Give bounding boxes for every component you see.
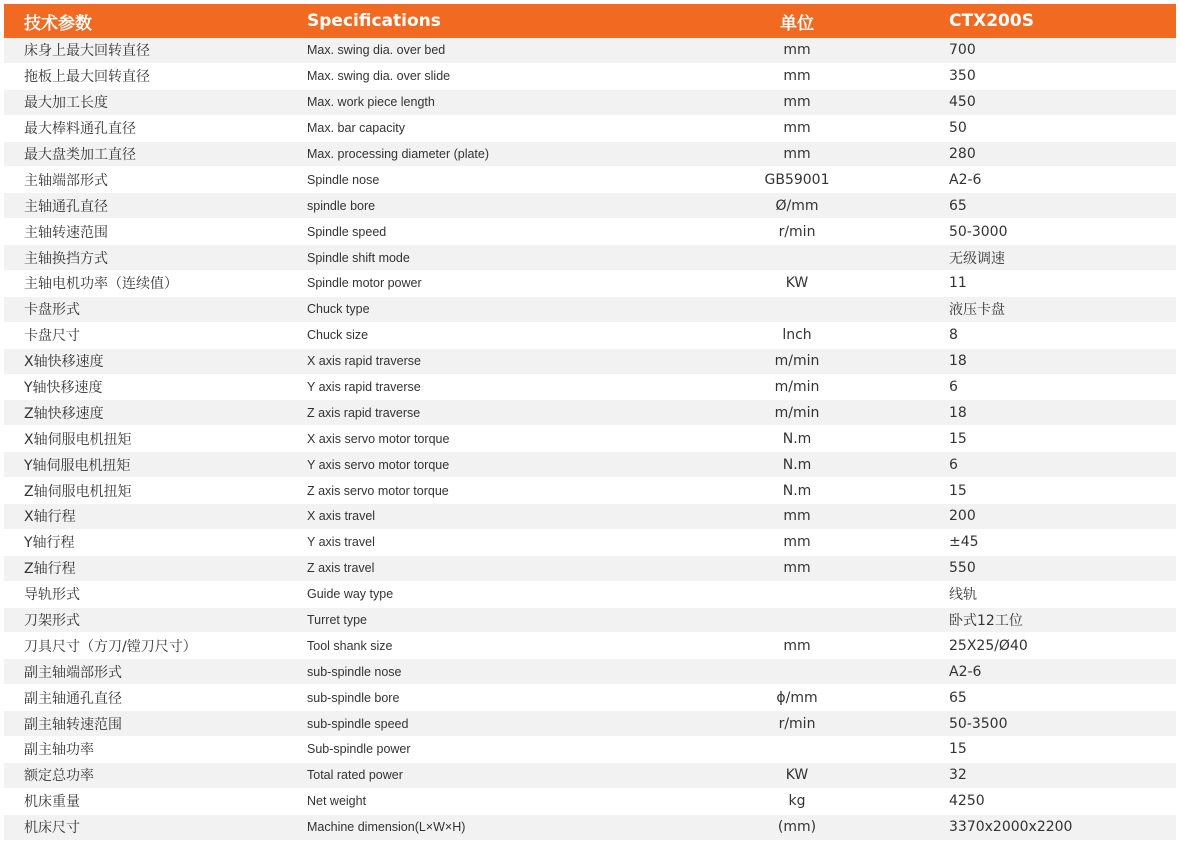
table-row	[4, 556, 1176, 582]
table-row	[4, 633, 1176, 659]
spec-name-cn: 主轴转速范围	[24, 224, 108, 241]
spec-unit: GB59001	[764, 171, 830, 188]
table-row	[4, 271, 1176, 297]
spec-name-en: X axis rapid traverse	[307, 354, 421, 369]
table-row	[4, 789, 1176, 815]
spec-unit: kg	[788, 793, 806, 810]
spec-unit: mm	[783, 146, 811, 162]
spec-table	[4, 4, 1176, 841]
spec-unit: lnch	[782, 327, 812, 344]
spec-name-cn: 机床重量	[24, 794, 80, 811]
spec-value: 280	[949, 146, 976, 162]
spec-unit: m/min	[774, 379, 820, 396]
spec-name-en: sub-spindle speed	[307, 716, 409, 731]
spec-name-cn: 导轨形式	[24, 587, 80, 604]
spec-name-cn: X轴快移速度	[24, 354, 104, 371]
spec-name-en: Chuck type	[307, 302, 370, 317]
spec-name-en: Max. processing diameter (plate)	[307, 147, 490, 161]
spec-name-cn: 最大加工长度	[24, 95, 108, 112]
table-row	[4, 142, 1176, 168]
spec-value: 50-3500	[949, 715, 1008, 732]
spec-value: 18	[949, 353, 967, 370]
spec-name-cn: 主轴电机功率（连续值）	[24, 276, 178, 293]
spec-name-en: Y axis travel	[307, 535, 375, 550]
spec-name-en: Max. bar capacity	[307, 121, 405, 136]
table-row	[4, 219, 1176, 245]
spec-name-cn: 床身上最大回转直径	[24, 43, 150, 60]
spec-unit: N.m	[782, 430, 812, 447]
spec-unit: KW	[785, 767, 809, 784]
spec-unit: mm	[783, 534, 811, 551]
spec-value: 15	[949, 430, 967, 447]
spec-name-cn: X轴行程	[24, 509, 76, 526]
table-row	[4, 245, 1176, 271]
spec-name-en: Guide way type	[307, 587, 394, 602]
spec-unit: mm	[783, 120, 811, 137]
header-model: CTX200S	[949, 11, 1034, 31]
table-row	[4, 582, 1176, 608]
spec-name-cn: Y轴快移速度	[24, 380, 103, 397]
table-row	[4, 763, 1176, 789]
table-row	[4, 167, 1176, 193]
spec-name-en: Spindle motor power	[307, 276, 422, 291]
spec-name-en: Chuck size	[307, 328, 369, 343]
spec-name-cn: Z轴伺服电机扭矩	[24, 483, 132, 500]
spec-unit: Ø/mm	[775, 197, 819, 214]
spec-name-en: Spindle speed	[307, 224, 387, 239]
spec-value: 15	[949, 482, 967, 499]
spec-name-cn: 卡盘形式	[24, 302, 80, 319]
spec-unit: N.m	[782, 482, 812, 499]
header-tech-params: 技术参数	[24, 13, 92, 34]
table-row	[4, 452, 1176, 478]
table-row	[4, 737, 1176, 763]
spec-unit: m/min	[774, 353, 820, 370]
table-row	[4, 193, 1176, 219]
spec-unit: (mm)	[777, 819, 817, 836]
spec-value: 18	[949, 404, 967, 421]
spec-name-en: Y axis servo motor torque	[307, 457, 450, 472]
spec-unit: KW	[785, 275, 809, 292]
spec-name-cn: 最大盘类加工直径	[24, 147, 136, 163]
spec-value: ±45	[949, 534, 979, 551]
spec-value: 65	[949, 689, 967, 706]
spec-value: 11	[949, 275, 967, 292]
spec-name-cn: 副主轴功率	[24, 742, 94, 759]
spec-name-en: Z axis rapid traverse	[307, 405, 421, 420]
spec-name-cn: 刀具尺寸（方刀/镗刀尺寸）	[24, 638, 197, 655]
table-row	[4, 815, 1176, 841]
spec-unit: ϕ/mm	[776, 689, 818, 706]
spec-value: 450	[949, 94, 976, 111]
spec-value: 15	[949, 741, 967, 758]
spec-name-cn: Y轴伺服电机扭矩	[24, 457, 131, 474]
spec-unit: r/min	[778, 715, 816, 732]
spec-unit: mm	[783, 68, 811, 85]
spec-value: 卧式12工位	[949, 613, 1023, 630]
spec-value: 8	[949, 327, 958, 344]
spec-value: 无级调速	[949, 250, 1005, 267]
spec-name-en: Max. swing dia. over bed	[307, 43, 446, 58]
spec-name-en: sub-spindle bore	[307, 690, 400, 705]
spec-name-cn: 卡盘尺寸	[24, 328, 80, 345]
spec-name-cn: 副主轴端部形式	[24, 664, 122, 681]
spec-unit: N.m	[782, 456, 812, 473]
spec-name-cn: X轴伺服电机扭矩	[24, 431, 132, 448]
spec-value: 3370x2000x2200	[949, 819, 1073, 836]
spec-value: 65	[949, 197, 967, 214]
spec-name-en: Spindle nose	[307, 172, 380, 187]
spec-value: 液压卡盘	[949, 302, 1005, 319]
spec-name-en: Turret type	[307, 613, 367, 628]
spec-name-en: X axis travel	[307, 509, 376, 524]
table-header	[4, 4, 1176, 38]
spec-value: 25X25/Ø40	[949, 637, 1028, 654]
spec-name-en: Z axis servo motor torque	[307, 483, 449, 498]
spec-unit: mm	[783, 560, 811, 577]
spec-name-en: Max. swing dia. over slide	[307, 69, 451, 84]
table-row	[4, 711, 1176, 737]
table-row	[4, 38, 1176, 64]
spec-value: 32	[949, 767, 967, 784]
spec-name-en: Total rated power	[307, 768, 403, 783]
spec-name-cn: 额定总功率	[24, 768, 94, 785]
spec-name-en: Spindle shift mode	[307, 250, 410, 265]
spec-name-en: spindle bore	[307, 198, 376, 213]
spec-value: 线轨	[949, 587, 977, 604]
header-specifications: Specifications	[307, 11, 441, 31]
spec-name-en: Net weight	[307, 794, 367, 809]
spec-name-en: X axis servo motor torque	[307, 431, 450, 446]
spec-name-en: Sub-spindle power	[307, 742, 411, 757]
spec-value: 550	[949, 560, 976, 577]
spec-name-cn: 机床尺寸	[24, 820, 80, 837]
spec-name-cn: 拖板上最大回转直径	[24, 69, 150, 86]
table-body	[4, 38, 1176, 841]
spec-unit: mm	[783, 94, 811, 111]
spec-value: 6	[949, 456, 958, 473]
spec-unit: mm	[783, 637, 811, 654]
spec-value: A2-6	[949, 663, 982, 680]
spec-name-cn: 刀架形式	[24, 613, 80, 630]
spec-value: A2-6	[949, 171, 982, 188]
table-row	[4, 504, 1176, 530]
spec-name-cn: 主轴端部形式	[24, 172, 108, 189]
spec-name-cn: Z轴快移速度	[24, 405, 104, 422]
spec-value: 350	[949, 68, 976, 85]
spec-value: 50	[949, 120, 967, 137]
spec-name-cn: 主轴通孔直径	[24, 198, 108, 215]
table-row	[4, 530, 1176, 556]
table-row	[4, 478, 1176, 504]
spec-value: 4250	[949, 793, 985, 810]
spec-unit: mm	[783, 508, 811, 525]
spec-name-en: Y axis rapid traverse	[307, 380, 421, 395]
spec-name-cn: 最大棒料通孔直径	[24, 121, 136, 138]
table-row	[4, 349, 1176, 375]
table-row	[4, 685, 1176, 711]
table-row	[4, 297, 1176, 323]
spec-name-cn: Y轴行程	[24, 535, 75, 552]
spec-name-cn: 副主轴转速范围	[24, 716, 122, 733]
table-row	[4, 426, 1176, 452]
spec-unit: m/min	[774, 404, 820, 421]
spec-name-cn: 副主轴通孔直径	[24, 690, 122, 707]
table-row	[4, 659, 1176, 685]
table-row	[4, 90, 1176, 116]
spec-name-cn: 主轴换挡方式	[24, 250, 108, 267]
spec-value: 700	[949, 42, 976, 59]
spec-name-en: sub-spindle nose	[307, 664, 402, 679]
table-row	[4, 400, 1176, 426]
spec-value: 50-3000	[949, 223, 1008, 240]
spec-name-en: Tool shank size	[307, 638, 393, 653]
table-row	[4, 375, 1176, 401]
spec-unit: mm	[783, 42, 811, 59]
header-unit: 单位	[780, 13, 814, 34]
spec-name-cn: Z轴行程	[24, 561, 76, 578]
table-row	[4, 608, 1176, 634]
spec-value: 6	[949, 379, 958, 396]
table-row	[4, 64, 1176, 90]
table-row	[4, 323, 1176, 349]
spec-value: 200	[949, 508, 976, 525]
spec-unit: r/min	[778, 223, 816, 240]
spec-name-en: Max. work piece length	[307, 95, 435, 110]
table-row	[4, 116, 1176, 142]
spec-name-en: Z axis travel	[307, 561, 375, 576]
spec-name-en: Machine dimension(L×W×H)	[307, 820, 466, 835]
